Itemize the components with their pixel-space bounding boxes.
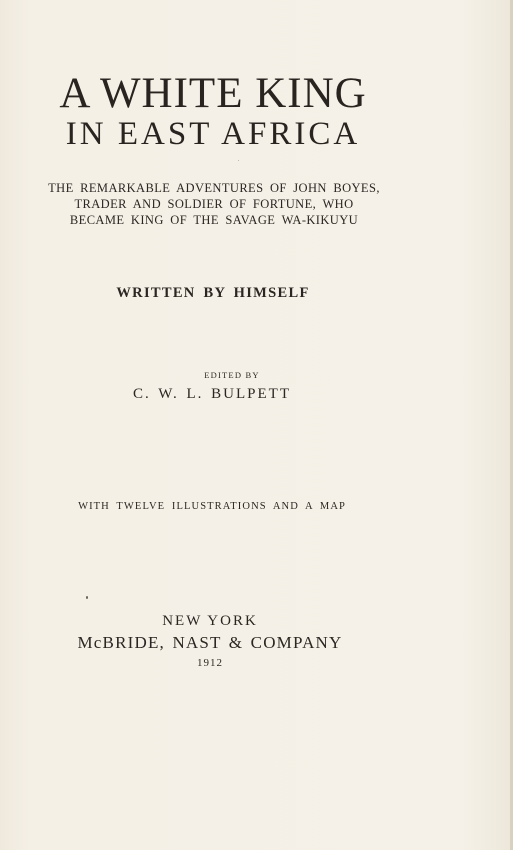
imprint-city: NEW YORK (162, 613, 258, 629)
edited-by-label: EDITED BY (204, 370, 260, 380)
paper-speck (238, 160, 239, 161)
editor-name: C. W. L. BULPETT (132, 386, 291, 402)
book-title-line-1: A WHITE KING (59, 70, 367, 117)
imprint-publisher: McBRIDE, NAST & COMPANY (77, 633, 343, 652)
book-subtitle (0, 180, 428, 228)
subtitle-line-2: TRADER AND SOLDIER OF FORTUNE, WHO (74, 197, 354, 211)
illustrations-note: WITH TWELVE ILLUSTRATIONS AND A MAP (78, 501, 346, 512)
subtitle-line-3: BECAME KING OF THE SAVAGE WA-KIKUYU (69, 213, 359, 227)
book-title-line-2: IN EAST AFRICA (65, 116, 361, 152)
authorship-statement: WRITTEN BY HIMSELF (116, 285, 310, 301)
paper-speck (86, 596, 88, 599)
imprint-year: 1912 (197, 657, 223, 669)
subtitle-line-1: THE REMARKABLE ADVENTURES OF JOHN BOYES, (48, 181, 380, 195)
